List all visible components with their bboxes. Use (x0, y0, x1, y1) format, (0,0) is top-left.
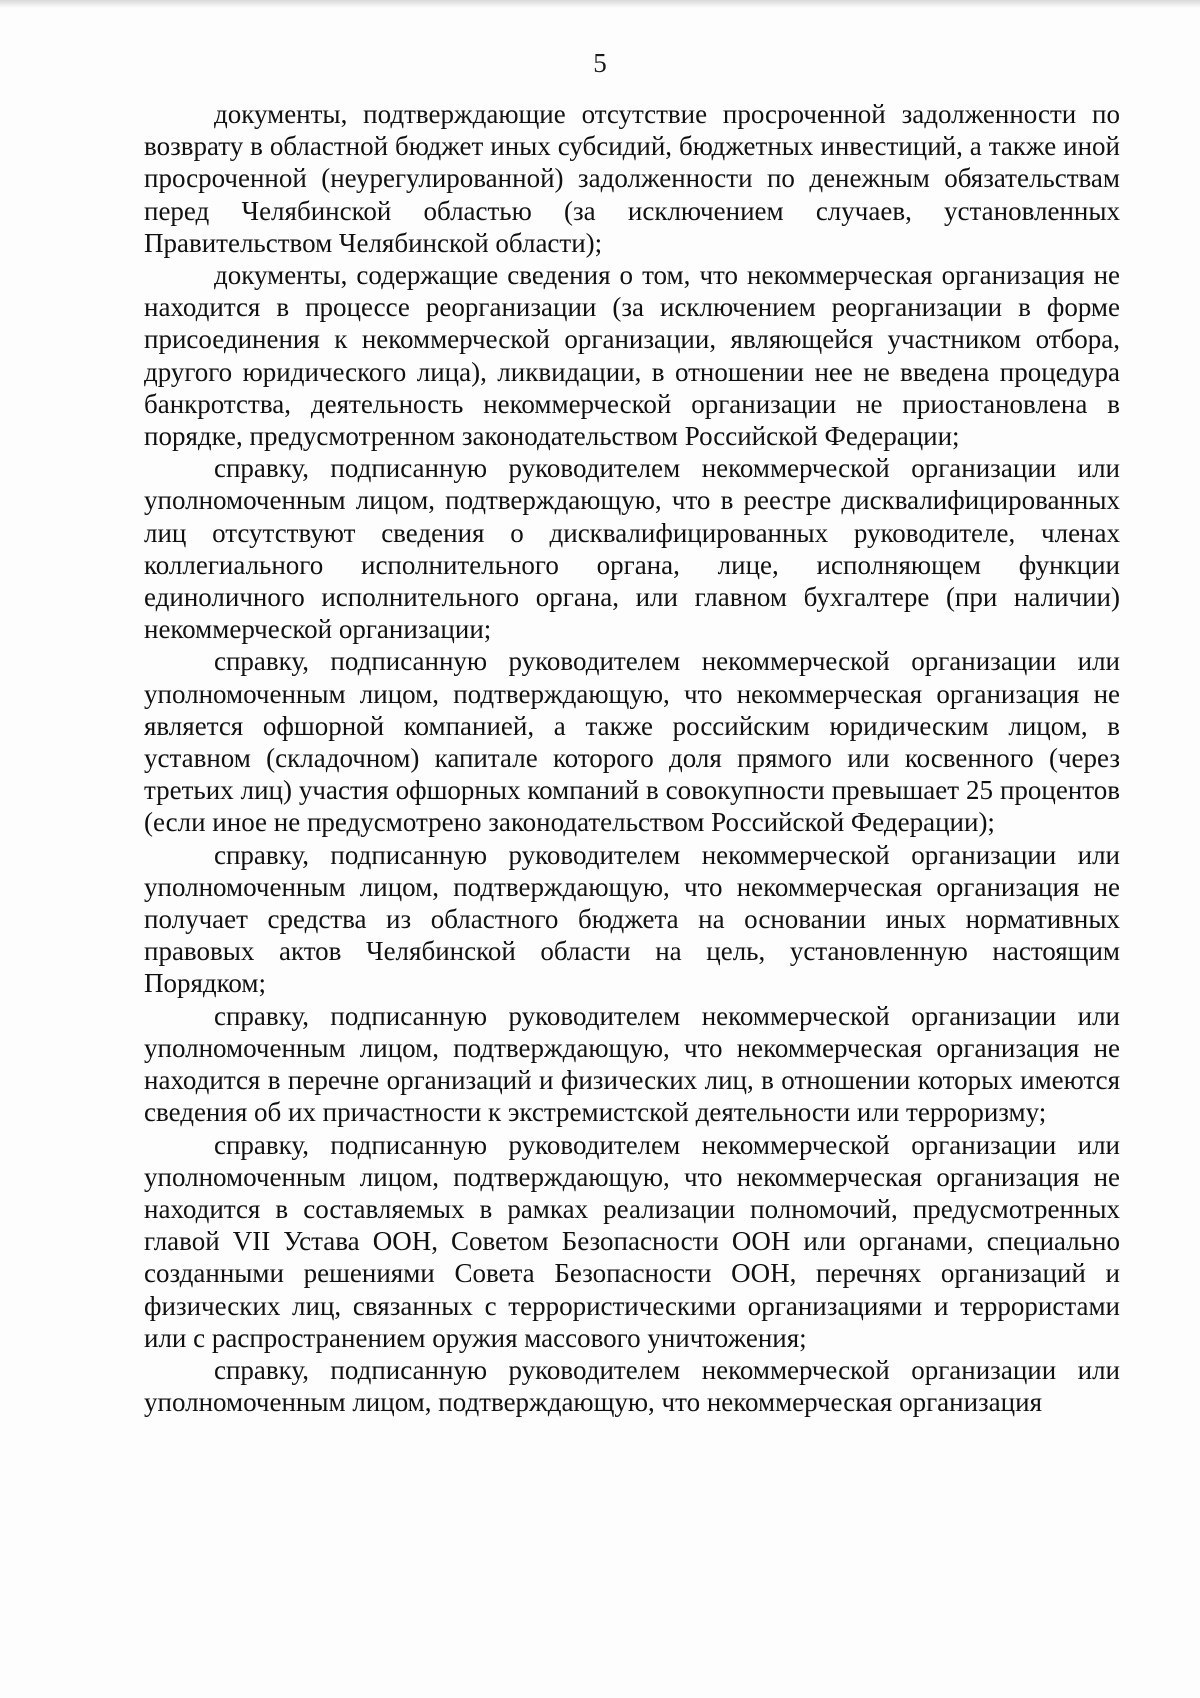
paragraph-budget-funds-certificate: справку, подписанную руководителем некоммерческой организации или уполномоченным лицом, подтверждающую, что некоммерческая организация не получает средства из областного бюджета на основании иных нормативных правовых актов Челябинской области на цель, установленную настоящим Порядком; (144, 839, 1120, 999)
page-number: 5 (593, 48, 607, 78)
paragraph-overdue-debt-documents: документы, подтверждающие отсутствие просроченной задолженности по возврату в областной бюджет иных субсидий, бюджетных инвестиций, а также иной просроченной (неурегулированной) задолженности по денежным обязательствам перед Челябинской областью (за исключением случаев, установленных Правительством Челябинской области); (144, 99, 1120, 258)
paragraph-reorganization-documents: документы, содержащие сведения о том, что некоммерческая организация не находится в процессе реорганизации (за исключением реорганизации в форме присоединения к некоммерческой организации, являющейся участником отбора, другого юридического лица), ликвидации, в отношении нее не введена процедура банкротства, деятельность некоммерческой организации не приостановлена в порядке, предусмотренном законодательством Российской Федерации; (144, 260, 1120, 452)
document-body (144, 98, 1120, 1418)
paragraph-un-sanctions-certificate: справку, подписанную руководителем некоммерческой организации или уполномоченным лицом, подтверждающую, что некоммерческая организация не находится в составляемых в рамках реализации полномочий, предусмотренных главой VII Устава ООН, Советом Безопасности ООН или органами, специально созданными решениями Совета Безопасности ООН, перечнях организаций и физических лиц, связанных с террористическими организациями и террористами или с распространением оружия массового уничтожения; (144, 1129, 1120, 1353)
paragraph-final-certificate: справку, подписанную руководителем некоммерческой организации или уполномоченным лицом, подтверждающую, что некоммерческая организация (144, 1354, 1120, 1418)
paragraph-offshore-certificate: справку, подписанную руководителем некоммерческой организации или уполномоченным лицом, подтверждающую, что некоммерческая организация не является офшорной компанией, а также российским юридическим лицом, в уставном (складочном) капитале которого доля прямого или косвенного (через третьих лиц) участия офшорных компаний в совокупности превышает 25 процентов (если иное не предусмотрено законодательством Российской Федерации); (144, 646, 1120, 838)
paragraph-disqualified-persons-certificate: справку, подписанную руководителем некоммерческой организации или уполномоченным лицом, подтверждающую, что в реестре дисквалифицированных лиц отсутствуют сведения о дисквалифицированных руководителе, членах коллегиального исполнительного органа, лице, исполняющем функции единоличного исполнительного органа, или главном бухгалтере (при наличии) некоммерческой организации; (144, 453, 1120, 645)
scan-edge (0, 0, 1200, 8)
paragraph-extremism-list-certificate: справку, подписанную руководителем некоммерческой организации или уполномоченным лицом, подтверждающую, что некоммерческая организация не находится в перечне организаций и физических лиц, в отношении которых имеются сведения об их причастности к экстремистской деятельности или терроризму; (144, 1000, 1120, 1128)
